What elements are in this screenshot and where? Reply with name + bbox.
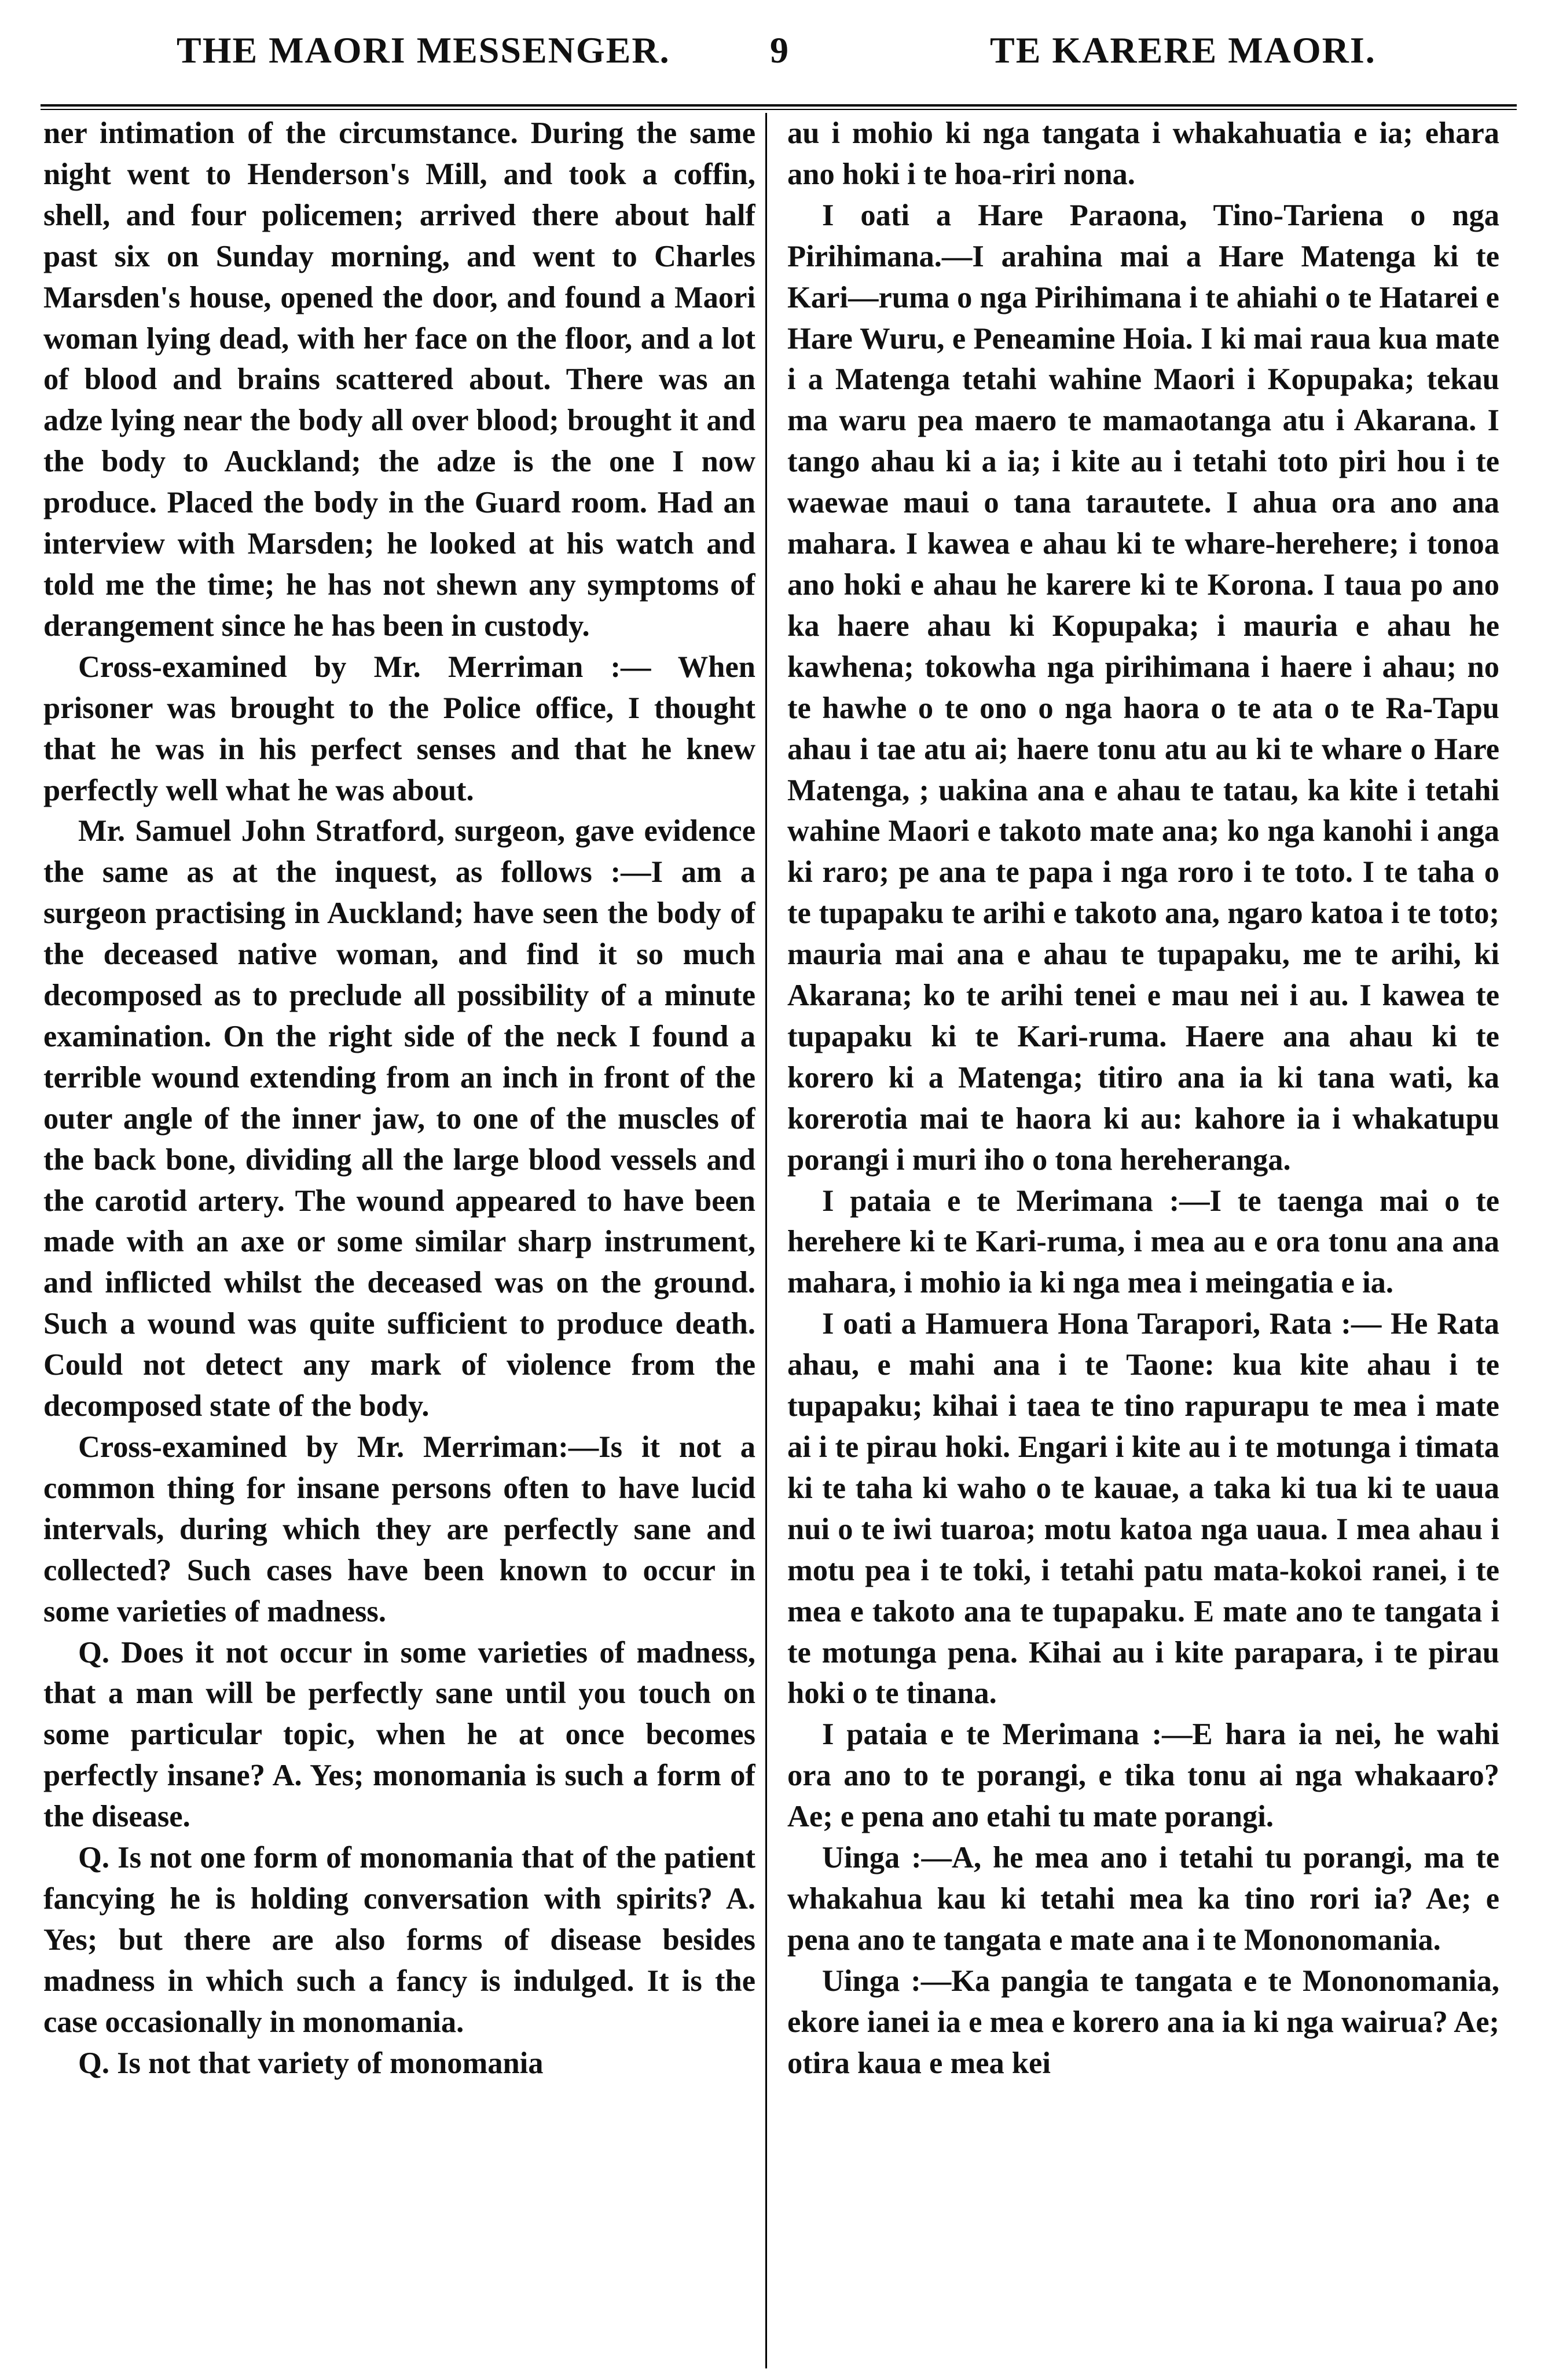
paragraph: I pataia e te Merimana :—I te taenga mai o te herehere ki te Kari-ruma, i mea au e ora tonu ana ana mahara, i mohio ia ki nga mea i meingatia e ia. [787,1184,1499,1300]
page-number: 9 [770,30,790,71]
paragraph: I oati a Hamuera Hona Tarapori, Rata :— He Rata ahau, e mahi ana i te Taone: kua kite ahau i te tupapaku; kihai i taea te tino rapurapu te mea i mate ai i te pirau hoki. Engari i kite au i te motunga i timata ki te taha ki waho o te kauae, a taka ki tua ki te uaua nui o te iwi tuaroa; motu katoa nga uaua. I mea ahau i motu pea i te toki, i tetahi patu mata-kokoi ranei, i te mea e takoto ana te tupapaku. E mate ano te tangata i te motunga pena. Kihai au i kite parapara, i te pirau hoki o te tinana. [787,1307,1499,1711]
page-header [41,29,1518,93]
english-column [43,113,755,2366]
paragraph: Uinga :—Ka pangia te tangata e te Mononomania, ekore ianei ia e mea e korero ana ia ki nga wairua? Ae; otira kaua e mea kei [787,1964,1499,2080]
paragraph: I oati a Hare Paraona, Tino-Tariena o nga Pirihimana.—I arahina mai a Hare Matenga ki te Kari—ruma o nga Pirihimana i te ahiahi o te Hatarei e Hare Wuru, e Peneamine Hoia. I ki mai raua kua mate i a Matenga tetahi wahine Maori i Kopupaka; tekau ma waru pea maero te mamaotanga atu i Akarana. I tango ahau ki a ia; i kite au i tetahi toto piri hou i te waewae maui o tana tarautete. I ahua ora ano ana mahara. I kawea e ahau ki te whare-herehere; i tonoa ano hoki e ahau he karere ki te Korona. I taua po ano ka haere ahau ki Kopupaka; i mauria e ahau he kawhena; tokowha nga pirihimana i haere i ahau; no te hawhe o te ono o nga haora o te ata o te Ra-Tapu ahau i tae atu ai; haere tonu atu au ki te whare o Hare Matenga, ; uakina ana e ahau te tatau, ka kite i tetahi wahine Maori e takoto mate ana; ko nga kanohi i anga ki raro; pe ana te papa i nga roro i te toto. I te taha o te tupapaku te arihi e takoto ana, ngaro katoa i te toto; mauria mai ana e ahau te tupapaku, me te arihi, ki Akarana; ko te arihi tenei e mau nei i au. I kawea te tupapaku ki te Kari-ruma. Haere ana ahau ki te korero ki a Matenga; titiro ana ia ki tana wati, ka korerotia mai te haora ki au: kahore ia i whakatupu porangi i muri iho o tona hereheranga. [787,198,1499,1177]
paragraph: ner intimation of the circumstance. During the same night went to Henderson's Mill, and took a coffin, shell, and four policemen; arrived there about half past six on Sunday morning, and went to Charles Marsden's house, opened the door, and found a Maori woman lying dead, with her face on the floor, and a lot of blood and brains scattered about. There was an adze lying near the body all over blood; brought it and the body to Auckland; the adze is the one I now produce. Placed the body in the Guard room. Had an interview with Marsden; he looked at his watch and told me the time; he has not shewn any symptoms of derangement since he has been in custody. [43,116,755,643]
paragraph: Mr. Samuel John Stratford, surgeon, gave evidence the same as at the inquest, as follows :—I am a surgeon practising in Auckland; have seen the body of the deceased native woman, and find it so much decomposed as to preclude all possibility of a minute examination. On the right side of the neck I found a terrible wound extending from an inch in front of the outer angle of the inner jaw, to one of the muscles of the back bone, dividing all the large blood vessels and the carotid artery. The wound appeared to have been made with an axe or some similar sharp instrument, and inflicted whilst the deceased was on the ground. Such a wound was quite sufficient to produce death. Could not detect any mark of violence from the decomposed state of the body. [43,814,755,1423]
paragraph: Cross-examined by Mr. Merriman:—Is it not a common thing for insane persons often to have lucid intervals, during which they are perfectly sane and collected? Such cases have been known to occur in some varieties of madness. [43,1430,755,1628]
paragraph: Q. Is not one form of monomania that of the patient fancying he is holding conversation with spirits? A. Yes; but there are also forms of disease besides madness in which such a fancy is indulged. It is the case occasionally in monomania. [43,1841,755,2039]
column-divider [765,113,767,2368]
paragraph: au i mohio ki nga tangata i whakahuatia e ia; ehara ano hoki i te hoa-riri nona. [787,116,1499,191]
maori-column [787,113,1499,2366]
paragraph: I pataia e te Merimana :—E hara ia nei, he wahi ora ano to te porangi, e tika tonu ai nga whakaaro? Ae; e pena ano etahi tu mate porangi. [787,1718,1499,1834]
header-maori-title: TE KARERE MAORI. [990,30,1376,71]
paragraph: Uinga :—A, he mea ano i tetahi tu porangi, ma te whakahua kau ki tetahi mea ka tino rori ia? Ae; e pena ano te tangata e mate ana i te Mononomania. [787,1841,1499,1957]
header-english-title: THE MAORI MESSENGER. [177,30,670,71]
paragraph: Cross-examined by Mr. Merriman :— When prisoner was brought to the Police office, I thought that he was in his perfect senses and that he knew perfectly well what he was about. [43,650,755,807]
header-rule-thin [41,109,1517,110]
header-rule [41,104,1517,107]
paragraph: Q. Does it not occur in some varieties of madness, that a man will be perfectly sane until you touch on some particular topic, when he at once becomes perfectly insane? A. Yes; monomania is such a form of the disease. [43,1635,755,1834]
paragraph: Q. Is not that variety of monomania [78,2046,544,2080]
